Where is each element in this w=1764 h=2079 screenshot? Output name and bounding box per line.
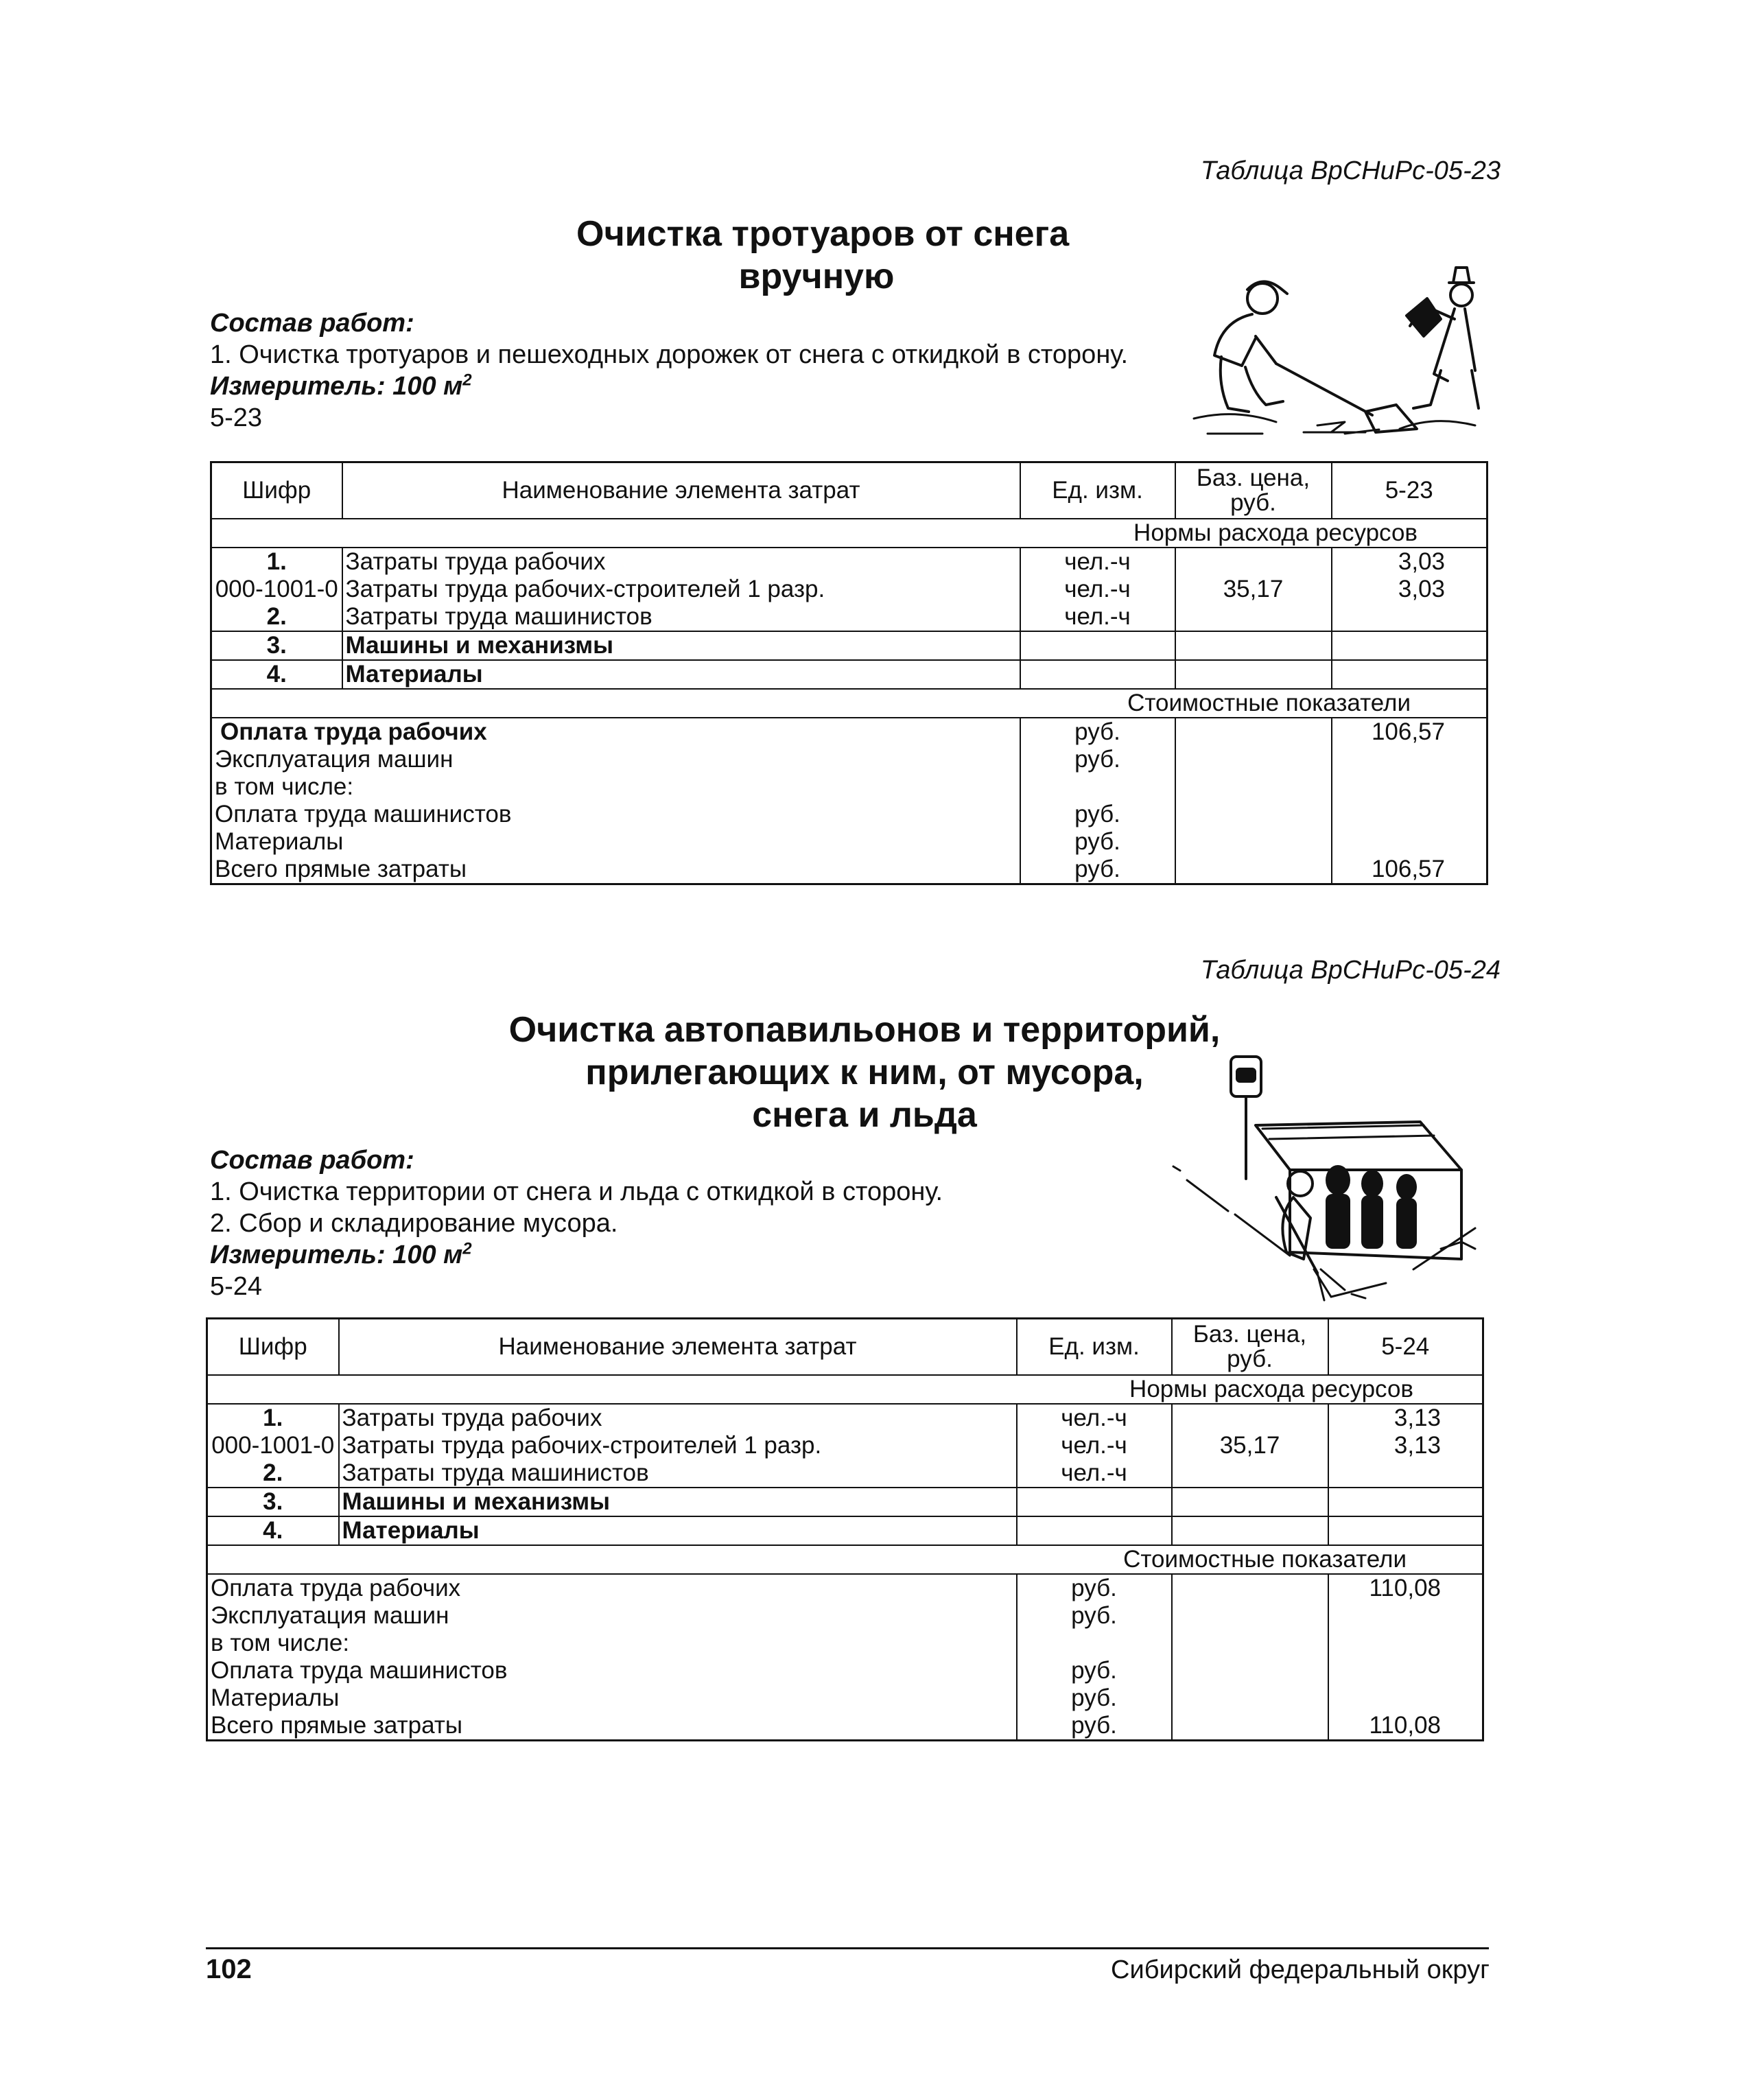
- section-row: [211, 519, 1487, 548]
- table-row: 3. Машины и механизмы: [211, 631, 1487, 660]
- cost-row: в том числе:: [211, 773, 1487, 801]
- table-row: 4. Материалы: [207, 1516, 1483, 1545]
- section-title-05-23: [576, 213, 1070, 298]
- cost-row: Материалы руб.: [211, 828, 1487, 856]
- cost-row: Оплата труда рабочих руб. 110,08: [207, 1574, 1483, 1602]
- izmeritel-label: Измеритель: 100 $м^2$: [210, 1239, 472, 1269]
- footer-rule: [206, 1947, 1489, 1949]
- table-row: 1. Затраты труда рабочих чел.-ч 3,03: [211, 548, 1487, 576]
- header-shifr: Шифр: [207, 1319, 339, 1376]
- table-row: 1. Затраты труда рабочих чел.-ч 3,13: [207, 1404, 1483, 1432]
- izmeritel-label: Измеритель: 100 $м^2$: [210, 371, 472, 401]
- header-code: 5-23: [1332, 462, 1487, 519]
- cost-row: в том числе:: [207, 1630, 1483, 1657]
- section-row: [211, 689, 1487, 718]
- cost-row: Оплата труда машинистов руб.: [207, 1657, 1483, 1684]
- title-line-1: Очистка автопавильонов и территорий,: [508, 1010, 1221, 1050]
- section-costs: Стоимостные показатели: [207, 1545, 1483, 1574]
- cost-row: Оплата труда машинистов руб.: [211, 801, 1487, 828]
- cost-row: Эксплуатация машин руб.: [211, 746, 1487, 773]
- cost-row: Всего прямые затраты руб. 110,08: [207, 1712, 1483, 1741]
- header-price: Баз. цена, руб.: [1175, 462, 1332, 519]
- cost-row: Эксплуатация машин руб.: [207, 1602, 1483, 1630]
- cost-row: Оплата труда рабочих руб. 106,57: [211, 718, 1487, 746]
- region-name: Сибирский федеральный округ: [1111, 1955, 1490, 1984]
- header-name: Наименование элемента затрат: [339, 1319, 1017, 1376]
- header-unit: Ед. изм.: [1020, 462, 1175, 519]
- sostav-label: Состав работ:: [210, 309, 414, 338]
- table-row: 2. Затраты труда машинистов чел.-ч: [207, 1459, 1483, 1488]
- resource-table-05-24: [206, 1317, 1484, 1741]
- work-description-05-24: [210, 1144, 943, 1302]
- header-price: Баз. цена, руб.: [1172, 1319, 1328, 1376]
- work-item: 1. Очистка территории от снега и льда с откидкой в сторону.: [210, 1177, 943, 1206]
- table-label-05-24: Таблица ВрСНиРс-05-24: [1200, 956, 1501, 985]
- header-name: Наименование элемента затрат: [342, 462, 1020, 519]
- table-row: 000-1001-0 Затраты труда рабочих-строителей 1 разр. чел.-ч 35,17 3,13: [207, 1432, 1483, 1459]
- snow-shoveling-illustration: [1180, 254, 1482, 446]
- bus-stop-cleaning-illustration: [1166, 1043, 1489, 1304]
- code-label: 5-24: [210, 1272, 263, 1301]
- section-row: [207, 1545, 1483, 1574]
- table-row: 3. Машины и механизмы: [207, 1488, 1483, 1516]
- table-label-05-23: Таблица ВрСНиРс-05-23: [1200, 156, 1501, 185]
- section-costs: Стоимостные показатели: [211, 689, 1487, 718]
- table-row: 000-1001-0 Затраты труда рабочих-строителей 1 разр. чел.-ч 35,17 3,03: [211, 576, 1487, 603]
- table-header-row: [211, 462, 1487, 519]
- cost-row: Всего прямые затраты руб. 106,57: [211, 856, 1487, 884]
- header-shifr: Шифр: [211, 462, 342, 519]
- table-header-row: [207, 1319, 1483, 1376]
- page-number: 102: [206, 1954, 252, 1984]
- title-line-1: Очистка тротуаров от снега: [576, 214, 1070, 254]
- work-item: 2. Сбор и складирование мусора.: [210, 1209, 618, 1238]
- code-label: 5-23: [210, 403, 263, 432]
- title-line-3: снега и льда: [752, 1095, 977, 1135]
- sostav-label: Состав работ:: [210, 1146, 414, 1175]
- title-line-2: вручную: [738, 257, 895, 296]
- table-row: 2. Затраты труда машинистов чел.-ч: [211, 603, 1487, 631]
- title-line-2: прилегающих к ним, от мусора,: [585, 1053, 1144, 1092]
- header-code: 5-24: [1328, 1319, 1483, 1376]
- cost-row: Материалы руб.: [207, 1684, 1483, 1712]
- work-item: 1. Очистка тротуаров и пешеходных дорожек от снега с откидкой в сторону.: [210, 340, 1129, 369]
- section-title-05-24: [467, 1009, 1262, 1136]
- work-description-05-23: [210, 307, 1128, 434]
- section-norms: Нормы расхода ресурсов: [207, 1375, 1483, 1404]
- table-row: 4. Материалы: [211, 660, 1487, 689]
- resource-table-05-23: [210, 461, 1488, 885]
- header-unit: Ед. изм.: [1017, 1319, 1172, 1376]
- section-row: [207, 1375, 1483, 1404]
- section-norms: Нормы расхода ресурсов: [211, 519, 1487, 548]
